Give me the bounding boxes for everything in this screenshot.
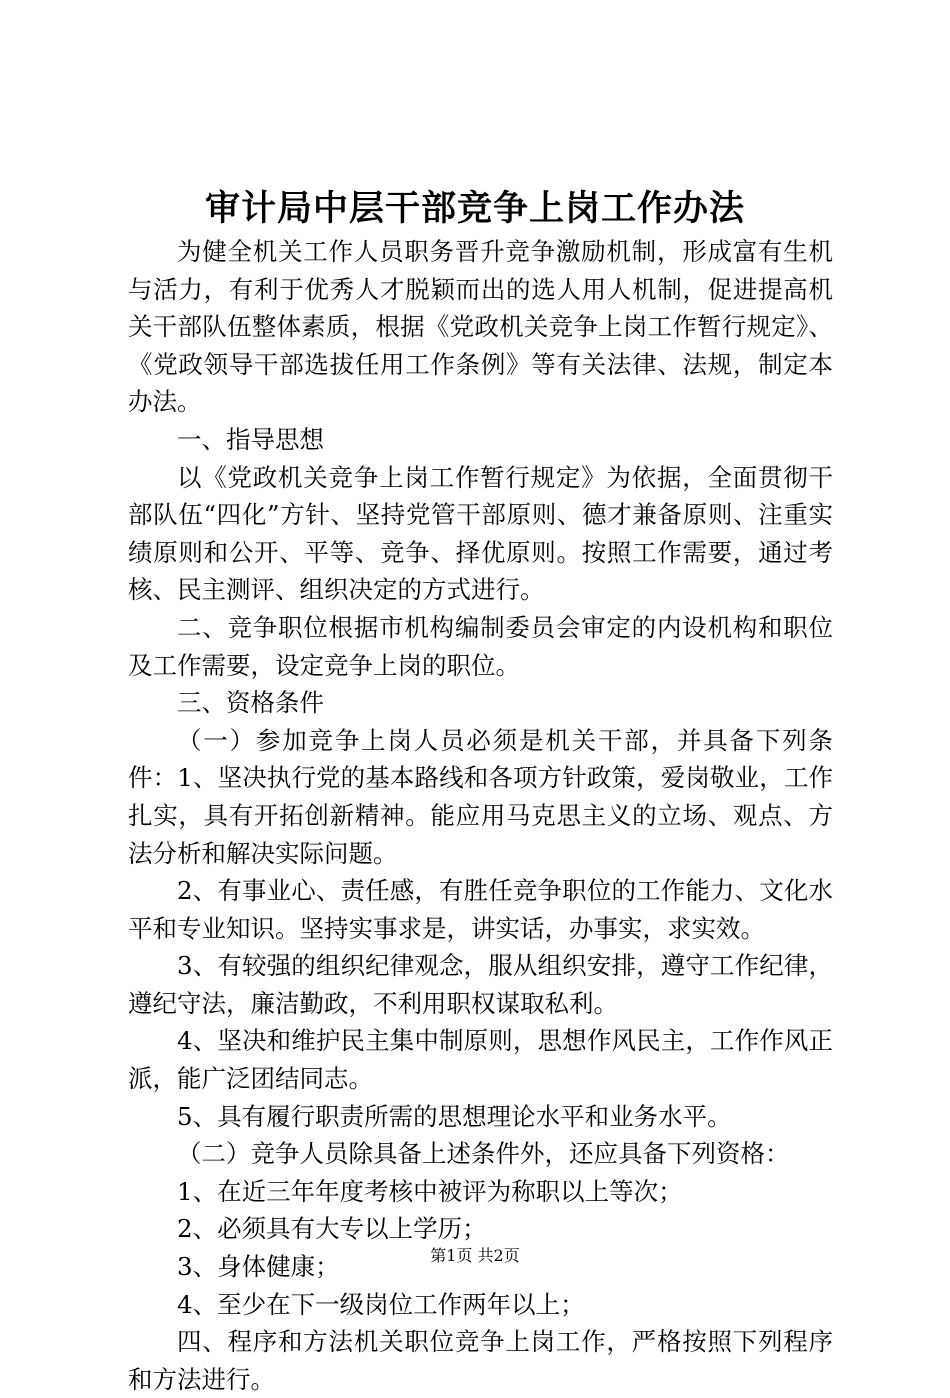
list-item-assessment: 1、在近三年年度考核中被评为称职以上等次； xyxy=(177,1176,683,1206)
paragraph-qualification-3: 3、有较强的组织纪律观念，服从组织安排，遵守工作纪律，遵纪守法，廉洁勤政，不利用职权谋取私利。 xyxy=(128,951,833,1018)
page-footer: 第1页 共2页 xyxy=(430,1246,520,1265)
list-item-health: 3、身体健康； xyxy=(177,1252,340,1282)
paragraph-qualification-4: 4、坚决和维护民主集中制原则，思想作风民主，工作作风正派，能广泛团结同志。 xyxy=(128,1026,833,1094)
section-heading-guiding-ideology: 一、指导思想 xyxy=(177,424,324,454)
paragraph-qualification-2: 2、有事业心、责任感，有胜任竞争职位的工作能力、文化水平和专业知识。坚持实事求是，讲实话，办事实，求实效。 xyxy=(128,876,833,943)
document-body xyxy=(128,233,833,1398)
paragraph-intro: 为健全机关工作人员职务晋升竞争激励机制，形成富有生机与活力，有利于优秀人才脱颖而出的选人用人机制，促进提高机关干部队伍整体素质，根据《党政机关竞争上岗工作暂行规定》、《党政领导干部选拔任用工作条例》等有关法律、法规，制定本办法。 xyxy=(128,237,833,417)
paragraph-additional-qualifications: （二）竞争人员除具备上述条件外，还应具备下列资格： xyxy=(177,1139,790,1169)
paragraph-qualification-1: （一）参加竞争上岗人员必须是机关干部，并具备下列条件：1、坚决执行党的基本路线和各项方针政策，爱岗敬业，工作扎实，具有开拓创新精神。能应用马克思主义的立场、观点、方法分析和解决实际问题。 xyxy=(128,725,833,868)
paragraph-competitive-positions: 二、竞争职位根据市机构编制委员会审定的内设机构和职位及工作需要，设定竞争上岗的职位。 xyxy=(128,612,833,680)
paragraph-guiding-ideology: 以《党政机关竞争上岗工作暂行规定》为依据，全面贯彻干部队伍“四化”方针、坚持党管干部原则、德才兼备原则、注重实绩原则和公开、平等、竞争、择优原则。按照工作需要，通过考核、民主测评、组织决定的方式进行。 xyxy=(128,462,833,605)
paragraph-qualification-5: 5、具有履行职责所需的思想理论水平和业务水平。 xyxy=(177,1101,732,1131)
paragraph-procedure: 四、程序和方法机关职位竞争上岗工作，严格按照下列程序和方法进行。 xyxy=(128,1327,833,1394)
document-title: 审计局中层干部竞争上岗工作办法 xyxy=(204,188,745,229)
section-heading-qualifications: 三、资格条件 xyxy=(177,688,324,718)
list-item-education: 2、必须具有大专以上学历； xyxy=(177,1214,487,1244)
list-item-experience: 4、至少在下一级岗位工作两年以上； xyxy=(177,1289,585,1319)
